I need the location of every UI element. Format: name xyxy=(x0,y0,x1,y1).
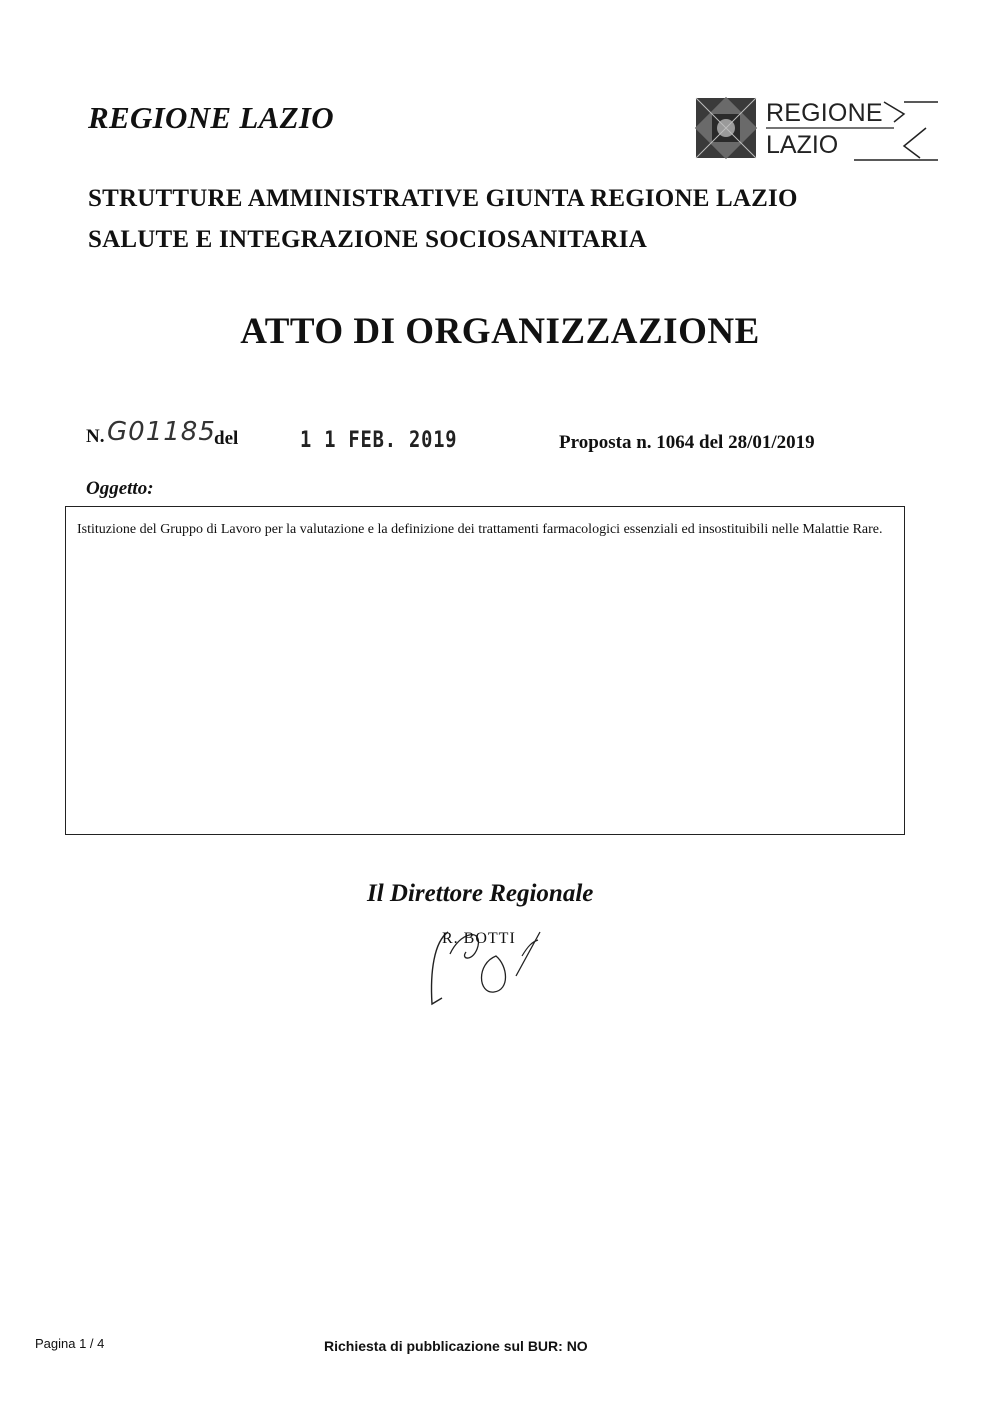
logo-text-lazio: LAZIO xyxy=(766,131,839,159)
handwritten-signature-icon xyxy=(420,912,560,1012)
structure-line-1: STRUTTURE AMMINISTRATIVE GIUNTA REGIONE LAZIO xyxy=(88,185,798,212)
bur-publication-request: Richiesta di pubblicazione sul BUR: NO xyxy=(324,1338,588,1354)
director-title: Il Direttore Regionale xyxy=(367,880,594,907)
structure-line-2: SALUTE E INTEGRAZIONE SOCIOSANITARIA xyxy=(88,226,647,253)
page-indicator: Pagina 1 / 4 xyxy=(35,1336,105,1351)
act-date-label: del xyxy=(214,428,239,449)
act-date-stamp: 1 1 FEB. 2019 xyxy=(300,428,458,453)
act-number-label: N. xyxy=(86,426,105,447)
logo-chevron-lines-icon xyxy=(694,96,940,162)
director-signature xyxy=(420,912,560,1012)
signatory-name: R. BOTTI xyxy=(442,930,516,947)
subject-label: Oggetto: xyxy=(86,478,154,499)
subject-text: Istituzione del Gruppo di Lavoro per la valutazione e la definizione dei trattamenti farmacologici essenziali ed insostituibili nelle Malattie Rare. xyxy=(77,522,883,537)
document-type-title: ATTO DI ORGANIZZAZIONE xyxy=(240,311,760,352)
logo-text-regione: REGIONE xyxy=(766,99,883,127)
header-title: REGIONE LAZIO xyxy=(88,100,334,135)
proposal-reference: Proposta n. 1064 del 28/01/2019 xyxy=(559,432,815,453)
act-number-handwritten: G01185 xyxy=(107,417,216,447)
subject-box xyxy=(65,506,905,835)
regione-lazio-logo xyxy=(694,96,940,162)
